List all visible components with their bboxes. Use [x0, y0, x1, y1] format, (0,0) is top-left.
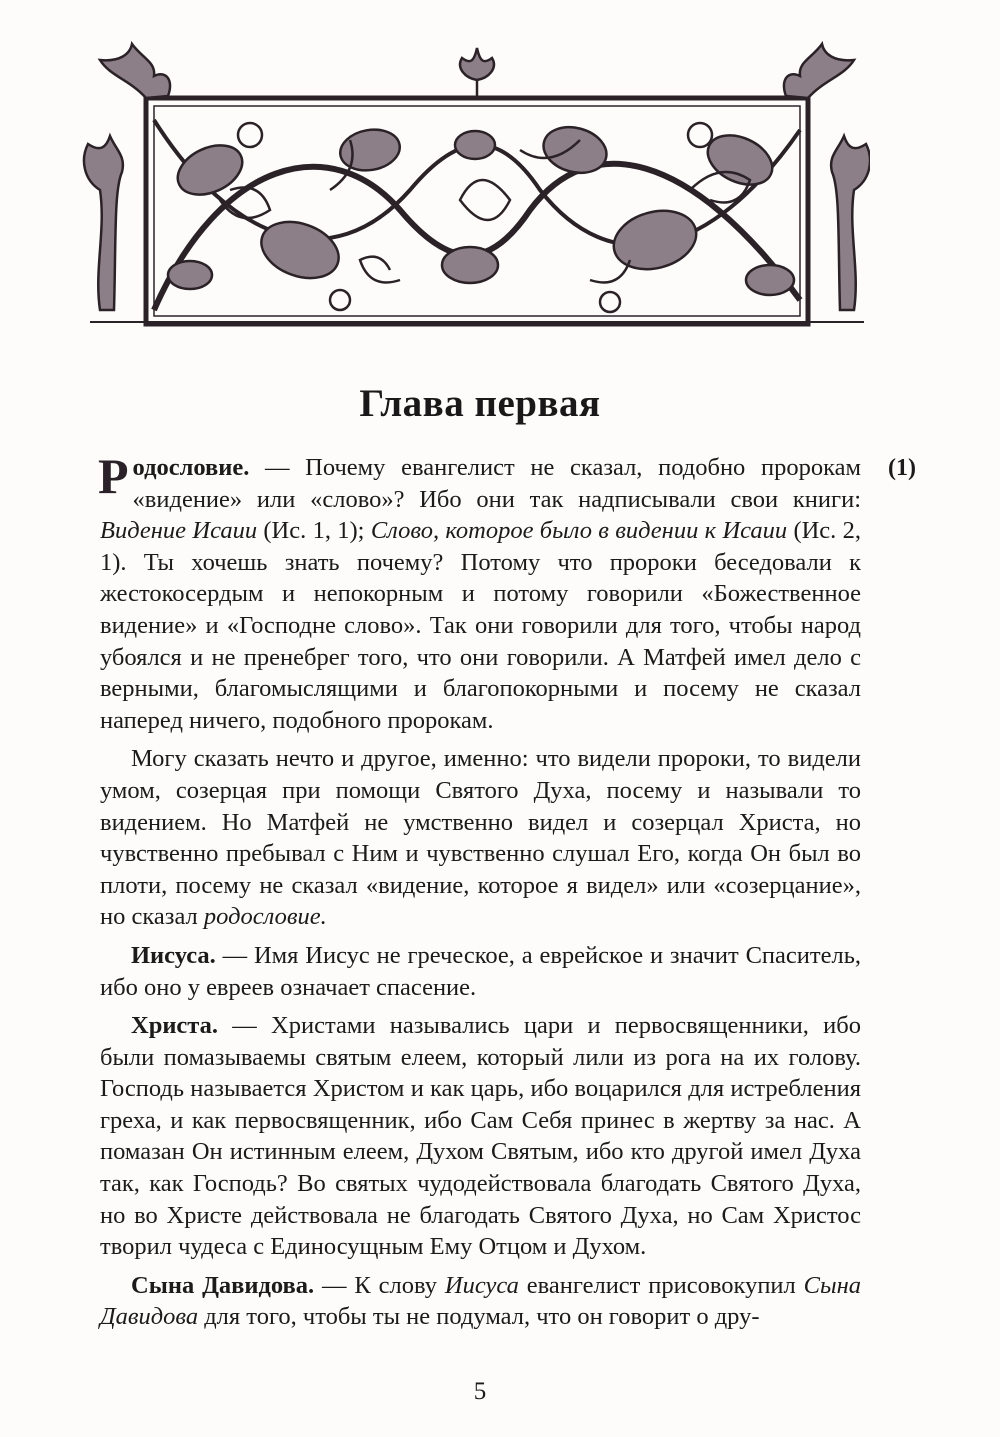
text-run: (Ис. 1, 1); [257, 517, 371, 545]
paragraph [100, 1270, 861, 1333]
term-heading: Сына Давидова. [131, 1271, 315, 1299]
text-run: Могу сказать нечто и другое, именно: что видели пророки, то видели умом, созерцая при помощи Святого Духа, посему и называли то видением. Но Матфей не умственно видел и созерцал Христа, но чувственно пребывал с Ним и чувственно слушал Его, когда Он был во плоти, посему не сказал «видение, которое я видел» или «созерцание», но сказал [100, 745, 861, 931]
text-run: евангелист присовокупил [518, 1271, 804, 1299]
italic-quote: Видение Исаии [100, 517, 258, 545]
drop-cap: Р [98, 448, 129, 504]
floral-headpiece-ornament [70, 40, 870, 340]
italic-quote: Иисуса [444, 1271, 519, 1299]
text-run: — Почему евангелист не сказал, подобно пророкам «видение» или «слово»? Ибо они так надписывали свои книги: [132, 454, 861, 513]
paragraph [100, 1010, 861, 1263]
text-run: — К слову [314, 1271, 445, 1299]
term-heading: Христа. [131, 1012, 219, 1040]
italic-quote: родословие. [203, 903, 327, 931]
paragraph [98, 448, 861, 736]
text-run: (Ис. 2, 1). Ты хочешь знать почему? Потому что пророки беседовали к жестокосердым и непокорным и потому говорили «Божественное видение» и «Господне слово». Так они говорили для того, чтобы народ убоялся и не пренебрег того, что они говорили. А Матфей имел дело с верными, благомыслящими и благопокорными и посему не сказал наперед ничего, подобного пророкам. [100, 517, 861, 734]
paragraph [100, 940, 861, 1003]
paragraph [100, 743, 861, 933]
verse-marker: (1) [888, 455, 916, 481]
page-number: 5 [473, 1378, 487, 1405]
text-run: — Имя Иисус не греческое, а еврейское и значит Спаситель, ибо оно у евреев означает спасение. [100, 941, 861, 1001]
term-heading: одословие. [132, 454, 250, 481]
term-heading: Иисуса. [131, 941, 216, 969]
body-text [98, 448, 861, 1340]
italic-quote: Сына Давидова [100, 1271, 861, 1331]
text-run: для того, чтобы ты не подумал, что он говорит о дру- [198, 1303, 760, 1331]
chapter-title: Глава первая [359, 382, 601, 425]
italic-quote: Слово, которое было в видении к Исаии [370, 517, 788, 545]
text-run: — Христами назывались цари и первосвященники, ибо были помазываемы святым елеем, который лили из рога на их голову. Господь называется Христом и как царь, ибо воцарился для истребления греха, и как первосвященник, ибо Сам Себя принес в жертву за нас. А помазан Он истинным елеем, Духом Святым, ибо кто другой имел Духа так, как Господь? Во святых чудодействовала благодать Святого Духа, но во Христе действовала не благодать Святого Духа, но Сам Христос творил чудеса с Единосущным Ему Отцом и Духом. [100, 1012, 861, 1261]
